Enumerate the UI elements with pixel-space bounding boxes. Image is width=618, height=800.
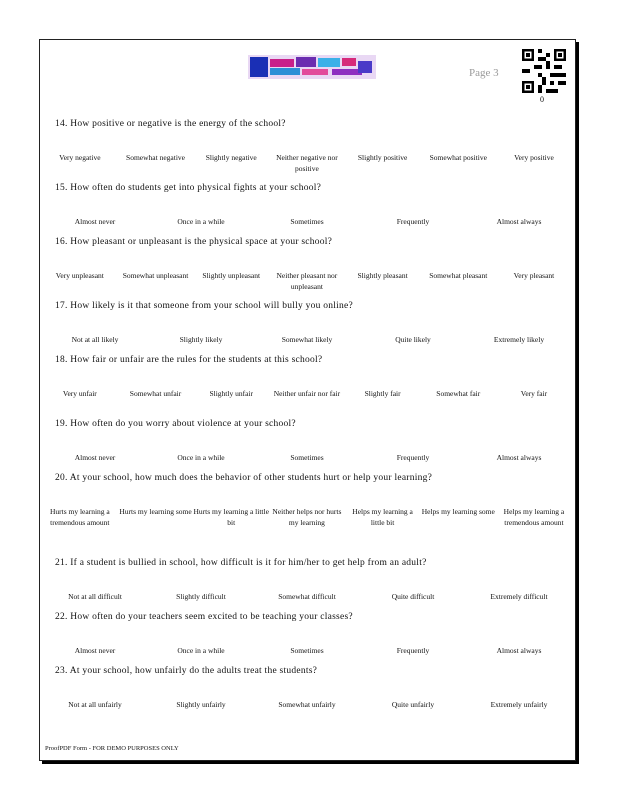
question-14: 14. How positive or negative is the energy of the school? — [55, 119, 286, 129]
answer-options-14 — [42, 153, 572, 174]
option-slightly-unpleasant[interactable]: Slightly unpleasant — [202, 271, 261, 280]
answer-options-16 — [42, 271, 572, 292]
option-helps-little[interactable]: Helps my learning a little bit — [352, 507, 413, 527]
option-somewhat-negative[interactable]: Somewhat negative — [126, 153, 185, 162]
option-once-in-a-while[interactable]: Once in a while — [177, 646, 225, 655]
answer-options-15 — [42, 217, 572, 228]
answer-options-20 — [42, 507, 572, 528]
question-18: 18. How fair or unfair are the rules for the students at this school? — [55, 355, 323, 365]
option-slightly-difficult[interactable]: Slightly difficult — [176, 592, 226, 601]
question-15: 15. How often do students get into physical fights at your school? — [55, 183, 322, 193]
option-hurts-tremendous[interactable]: Hurts my learning a tremendous amount — [49, 507, 110, 527]
option-almost-never[interactable]: Almost never — [74, 646, 116, 655]
logo — [248, 55, 376, 79]
option-somewhat-difficult[interactable]: Somewhat difficult — [278, 592, 336, 601]
qr-code-number: 0 — [540, 95, 544, 104]
option-somewhat-pleasant[interactable]: Somewhat pleasant — [429, 271, 488, 280]
answer-options-18 — [42, 389, 572, 400]
answer-options-19 — [42, 453, 572, 464]
option-helps-some[interactable]: Helps my learning some — [421, 507, 495, 516]
question-19: 19. How often do you worry about violence at your school? — [55, 419, 296, 429]
qr-code-icon — [522, 49, 566, 93]
option-quite-difficult[interactable]: Quite difficult — [391, 592, 435, 601]
option-hurts-little[interactable]: Hurts my learning a little bit — [193, 507, 269, 527]
answer-options-23 — [42, 700, 572, 711]
question-21: 21. If a student is bullied in school, how difficult is it for him/her to get help from an adult? — [55, 558, 427, 568]
question-17: 17. How likely is it that someone from your school will bully you online? — [55, 301, 353, 311]
option-extremely-difficult[interactable]: Extremely difficult — [490, 592, 548, 601]
option-slightly-pleasant[interactable]: Slightly pleasant — [357, 271, 408, 280]
option-sometimes[interactable]: Sometimes — [290, 646, 324, 655]
option-almost-always[interactable]: Almost always — [496, 453, 542, 462]
option-slightly-positive[interactable]: Slightly positive — [357, 153, 408, 162]
option-extremely-unfairly[interactable]: Extremely unfairly — [490, 700, 548, 709]
option-quite-likely[interactable]: Quite likely — [395, 335, 431, 344]
option-slightly-unfairly[interactable]: Slightly unfairly — [176, 700, 226, 709]
option-somewhat-unfairly[interactable]: Somewhat unfairly — [278, 700, 336, 709]
option-frequently[interactable]: Frequently — [396, 453, 430, 462]
option-somewhat-likely[interactable]: Somewhat likely — [281, 335, 333, 344]
option-frequently[interactable]: Frequently — [396, 217, 430, 226]
option-not-at-all-likely[interactable]: Not at all likely — [71, 335, 119, 344]
question-20: 20. At your school, how much does the behavior of other students hurt or help your learning? — [55, 473, 433, 483]
option-neither-unfair-nor-fair[interactable]: Neither unfair nor fair — [273, 389, 341, 398]
option-slightly-fair[interactable]: Slightly fair — [364, 389, 401, 398]
page-number: Page 3 — [469, 67, 499, 79]
option-not-at-all-unfairly[interactable]: Not at all unfairly — [68, 700, 122, 709]
option-quite-unfairly[interactable]: Quite unfairly — [391, 700, 435, 709]
option-hurts-some[interactable]: Hurts my learning some — [119, 507, 192, 516]
option-slightly-unfair[interactable]: Slightly unfair — [209, 389, 253, 398]
option-somewhat-fair[interactable]: Somewhat fair — [436, 389, 481, 398]
option-frequently[interactable]: Frequently — [396, 646, 430, 655]
option-neither-helps-nor-hurts[interactable]: Neither helps nor hurts my learning — [272, 507, 342, 527]
option-somewhat-unpleasant[interactable]: Somewhat unpleasant — [122, 271, 189, 280]
option-not-at-all-difficult[interactable]: Not at all difficult — [68, 592, 122, 601]
option-helps-tremendous[interactable]: Helps my learning a tremendous amount — [503, 507, 565, 527]
answer-options-17 — [42, 335, 572, 346]
question-23: 23. At your school, how unfairly do the adults treat the students? — [55, 666, 318, 676]
option-neither-pleasant-nor-unpleasant[interactable]: Neither pleasant nor unpleasant — [276, 271, 338, 291]
option-sometimes[interactable]: Sometimes — [290, 453, 324, 462]
option-neither-negative-nor-positive[interactable]: Neither negative nor positive — [276, 153, 338, 173]
answer-options-22 — [42, 646, 572, 657]
option-once-in-a-while[interactable]: Once in a while — [177, 453, 225, 462]
option-almost-never[interactable]: Almost never — [74, 453, 116, 462]
option-once-in-a-while[interactable]: Once in a while — [177, 217, 225, 226]
question-16: 16. How pleasant or unpleasant is the physical space at your school? — [55, 237, 333, 247]
option-very-unfair[interactable]: Very unfair — [62, 389, 97, 398]
option-almost-never[interactable]: Almost never — [74, 217, 116, 226]
option-sometimes[interactable]: Sometimes — [290, 217, 324, 226]
option-very-unpleasant[interactable]: Very unpleasant — [55, 271, 104, 280]
option-slightly-negative[interactable]: Slightly negative — [205, 153, 257, 162]
option-extremely-likely[interactable]: Extremely likely — [493, 335, 545, 344]
option-very-pleasant[interactable]: Very pleasant — [513, 271, 555, 280]
answer-options-21 — [42, 592, 572, 603]
option-almost-always[interactable]: Almost always — [496, 217, 542, 226]
option-somewhat-unfair[interactable]: Somewhat unfair — [129, 389, 182, 398]
option-slightly-likely[interactable]: Slightly likely — [179, 335, 223, 344]
footer-demo-notice: ProofPDF Form - FOR DEMO PURPOSES ONLY — [45, 745, 179, 752]
option-somewhat-positive[interactable]: Somewhat positive — [429, 153, 487, 162]
option-almost-always[interactable]: Almost always — [496, 646, 542, 655]
question-22: 22. How often do your teachers seem excited to be teaching your classes? — [55, 612, 353, 622]
option-very-fair[interactable]: Very fair — [520, 389, 548, 398]
option-very-positive[interactable]: Very positive — [514, 153, 554, 162]
option-very-negative[interactable]: Very negative — [59, 153, 101, 162]
